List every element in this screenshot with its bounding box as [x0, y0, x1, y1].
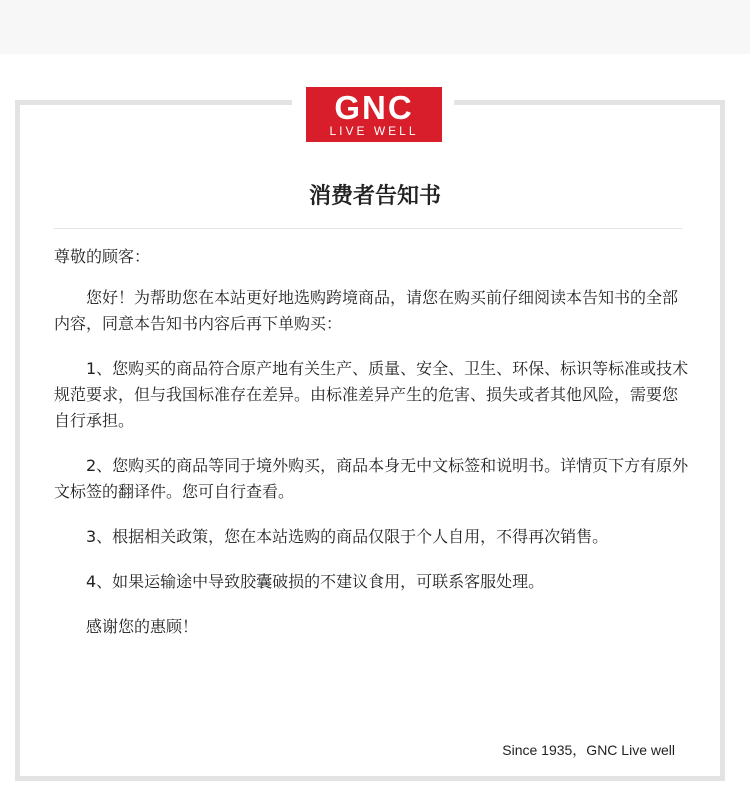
- notice-intro-paragraph: 您好！为帮助您在本站更好地选购跨境商品，请您在购买前仔细阅读本告知书的全部内容，同意本告知书内容后再下单购买：: [54, 288, 679, 333]
- notice-item-2: 2、您购买的商品等同于境外购买，商品本身无中文标签和说明书。详情页下方有原外文标签的翻译件。您可自行查看。: [54, 456, 689, 501]
- notice-item-1: 1、您购买的商品符合原产地有关生产、质量、安全、卫生、环保、标识等标准或技术规范要求，但与我国标准存在差异。由标准差异产生的危害、损失或者其他风险，需要您自行承担。: [54, 359, 689, 430]
- title-divider: [54, 228, 682, 229]
- logo-tagline-text: LIVE WELL: [329, 123, 419, 138]
- notice-item-3: 3、根据相关政策，您在本站选购的商品仅限于个人自用，不得再次销售。: [86, 527, 609, 546]
- notice-item-4: 4、如果运输途中导致胶囊破损的不建议食用，可联系客服处理。: [86, 572, 545, 591]
- notice-thanks: 感谢您的惠顾！: [86, 617, 199, 636]
- notice-title: 消费者告知书: [308, 184, 441, 209]
- logo-brand-text: GNC: [334, 88, 414, 126]
- notice-content: [54, 244, 690, 659]
- gnc-logo: [306, 87, 442, 142]
- notice-footer: Since 1935，GNC Live well: [502, 742, 675, 758]
- top-background-band: [0, 0, 750, 54]
- notice-greeting: 尊敬的顾客：: [54, 247, 151, 266]
